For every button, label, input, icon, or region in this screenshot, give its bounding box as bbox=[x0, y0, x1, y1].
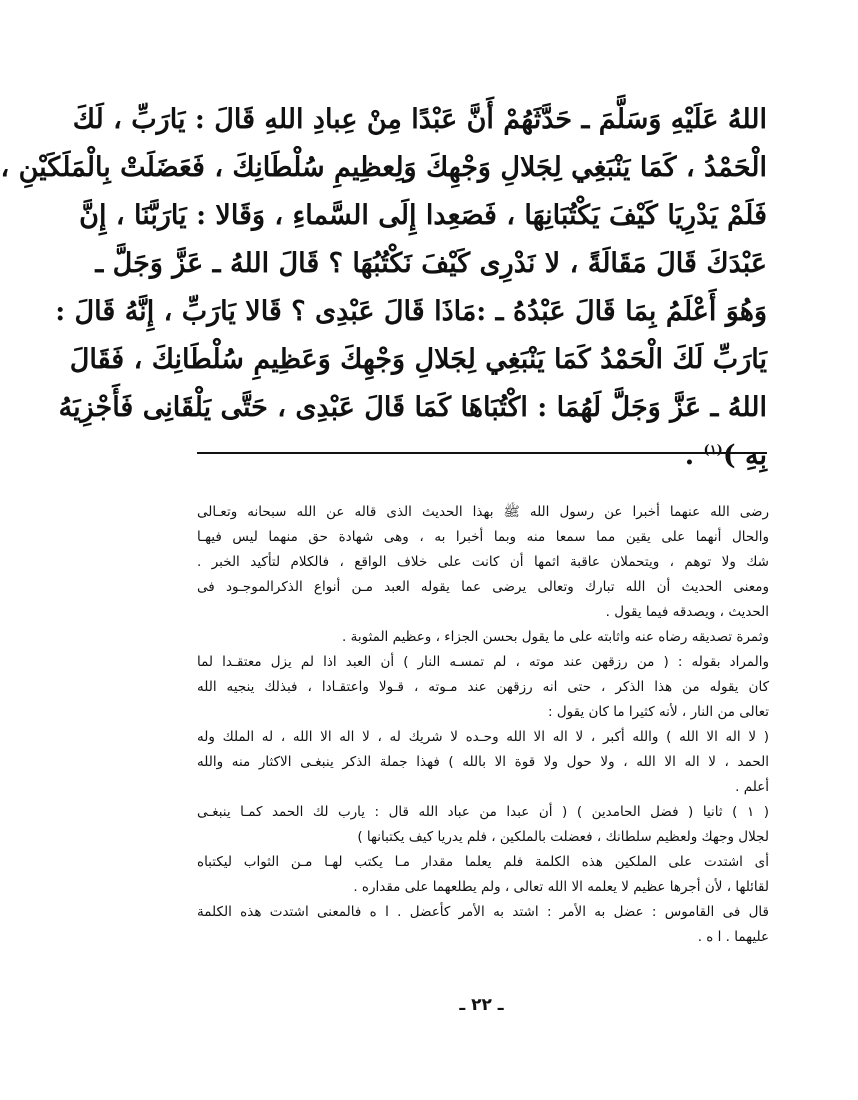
hadith-line: الْحَمْدُ ، كَمَا يَنْبَغِي لِجَلالِ وَجْهِكَ وَلِعظِيمِ سُلْطَانِكَ ، فَعَضَلَتْ بِالْمَلَكَيْنِ ، bbox=[0, 152, 767, 183]
hadith-line: وَهُوَ أَعْلَمُ بِمَا قَالَ عَبْدُهُ ـ :مَاذَا قَالَ عَبْدِى ؟ قَالا يَارَبِّ ، إِنَّهُ قَالَ : bbox=[55, 296, 767, 327]
hadith-line: اللهُ ـ عَزَّ وَجَلَّ لَهُمَا : اكْتُبَاهَا كَمَا قَالَ عَبْدِى ، حَتَّى يَلْقَانِى فَأَجْزِيَهُ bbox=[58, 392, 767, 423]
footnotes bbox=[197, 500, 769, 950]
hadith-line-text: بِهِ ) bbox=[722, 440, 767, 471]
hadith-last-line bbox=[197, 432, 767, 480]
end-mark: . bbox=[684, 440, 695, 471]
note-line: ( لا اله الا الله ) والله أكبر ، لا اله الا الله وحـده لا شريك له ، لا اله الا الله ، له الملك وله bbox=[197, 729, 769, 745]
footnote-marker: (١) bbox=[703, 443, 723, 458]
page-number: ـ ٢٢ ـ bbox=[459, 995, 504, 1015]
note-line: لجلال وجهك ولعظيم سلطانك ، فعضلت بالملكين ، فلم يدريا كيف يكتبانها ) bbox=[357, 829, 769, 845]
hadith-line: اللهُ عَلَيْهِ وَسَلَّمَ ـ حَدَّثَهُمْ أَنَّ عَبْدًا مِنْ عِبادِ اللهِ قَالَ : يَارَبِّ ، لَكَ bbox=[72, 104, 767, 135]
note-line: والحال أنهما على يقين مما سمعا منه وبما أخبرا به ، وهى شهادة حق منهما ليس فيهـا bbox=[197, 529, 769, 545]
hadith-text bbox=[0, 96, 767, 480]
hadith-line: يَارَبِّ لَكَ الْحَمْدُ كَمَا يَنْبَغِي لِجَلالِ وَجْهِكَ وَعَظِيمِ سُلْطَانِكَ ، فَقَالَ bbox=[69, 344, 767, 375]
note-line: والمراد بقوله : ( من رزقهن عند موته ، لم تمسـه النار ) أن العبد اذا لم يزل معتقـدا لما bbox=[197, 654, 769, 670]
note-line: ومعنى الحديث أن الله تبارك وتعالى يرضى عما يقوله العبد مـن أنواع الذكرالموجـود فى bbox=[197, 579, 769, 595]
note-line: ( ١ ) ثانيا ( فضل الحامدين ) ( أن عبدا من عباد الله قال : يارب لك الحمد كمـا ينبغـى bbox=[197, 804, 769, 820]
note-line: أعلم . bbox=[735, 779, 769, 795]
note-line: لقائلها ، لأن أجرها عظيم لا يعلمه الا الله تعالى ، ولم يطلعهما على مقداره . bbox=[353, 879, 769, 895]
note-line: شك ولا توهم ، ويتحملان عاقبة اثمها أن كانت على خلاف الواقع ، فالكلام لتأكيد الخبر . bbox=[197, 554, 769, 570]
note-line: تعالى من النار ، لأنه كثيرا ما كان يقول : bbox=[548, 704, 769, 720]
note-line: الحمد ، لا اله الا الله ، ولا حول ولا قوة الا بالله ) فهذا جملة الذكر ينبغـى الاكثار منه والله bbox=[197, 754, 769, 770]
hadith-line: فَلَمْ يَدْرِيَا كَيْفَ يَكْتُبَانِهَا ، فَصَعِدا إِلَى السَّماءِ ، وَقَالا : يَارَبَّنَا ، إِنَّ bbox=[79, 200, 767, 231]
note-line: وثمرة تصديقه رضاه عنه واثابته على ما يقول بحسن الجزاء ، وعظيم المثوبة . bbox=[342, 629, 769, 645]
note-line: رضى الله عنهما أخبرا عن رسول الله ﷺ بهذا الحديث الذى قاله عن الله سبحانه وتعـالى bbox=[197, 504, 769, 520]
hadith-line: عَبْدَكَ قَالَ مَقَالَةً ، لا نَدْرِى كَيْفَ نَكْتُبُهَا ؟ قَالَ اللهُ ـ عَزَّ وَجَلَّ ـ bbox=[95, 248, 767, 279]
note-line: كان يقوله من هذا الذكر ، حتى انه رزقهن عند مـوته ، قـولا واعتقـادا ، فبذلك ينجيه الله bbox=[197, 679, 769, 695]
note-line: أى اشتدت على الملكين هذه الكلمة فلم يعلما مقدار مـا يكتب لهـا مـن الثواب ليكتباه bbox=[197, 854, 769, 870]
note-line: الحديث ، ويصدقه فيما يقول . bbox=[605, 604, 769, 620]
note-line: قال فى القاموس : عضل به الأمر : اشتد به الأمر كأعضل . ا ه فالمعنى اشتدت هذه الكلمة bbox=[197, 904, 769, 920]
footnote-separator bbox=[197, 452, 767, 454]
note-line: عليهما . ا ه . bbox=[697, 929, 769, 945]
